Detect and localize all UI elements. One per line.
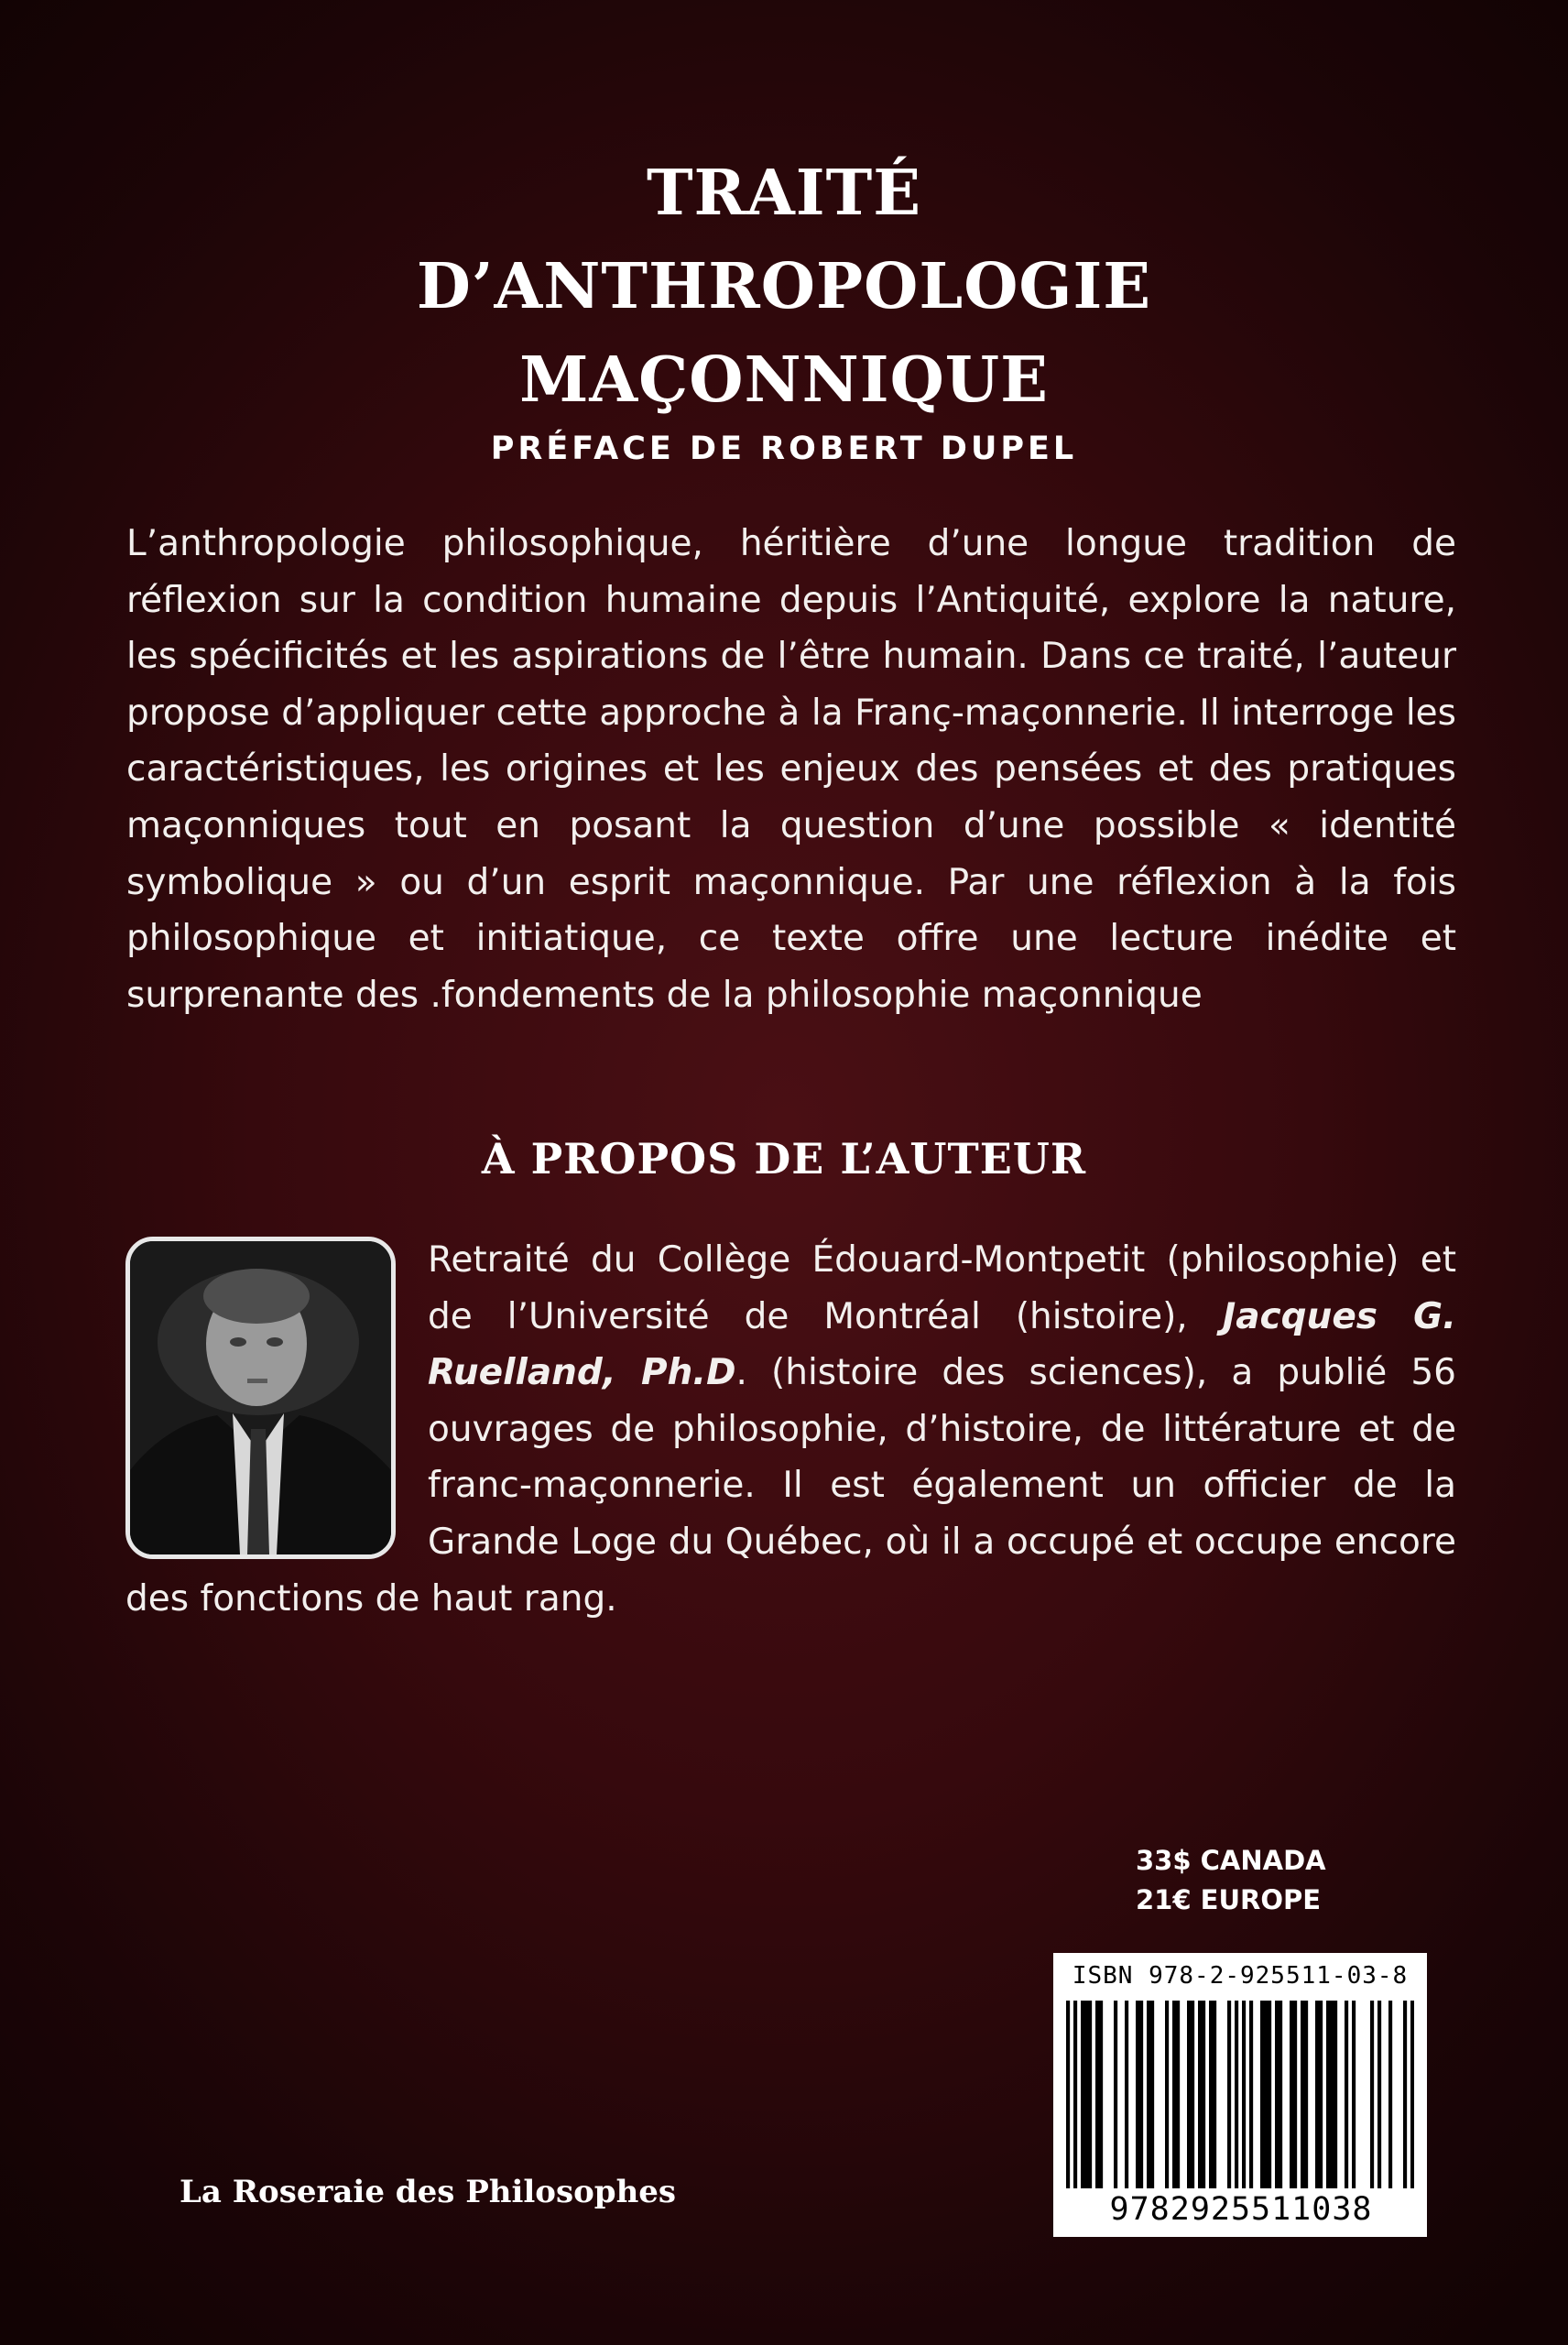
barcode-bars xyxy=(1066,2001,1414,2188)
barcode-bar xyxy=(1081,2001,1084,2188)
barcode-bar xyxy=(1326,2001,1330,2188)
bio-text-before: Retraité du Collège Édouard-Montpetit (philosophie) et de l’Université de Montréal (histoire), xyxy=(428,1239,1456,1337)
barcode-bar xyxy=(1084,2001,1088,2188)
publisher-name: La Roseraie des Philosophes xyxy=(180,2174,677,2210)
barcode-bar xyxy=(1191,2001,1194,2188)
barcode-bar xyxy=(1213,2001,1216,2188)
barcode-bar xyxy=(1388,2001,1392,2188)
barcode-bar xyxy=(1114,2001,1117,2188)
bio-text-after: . (histoire des sciences), a publié 56 ouvrages de philosophie, d’histoire, de littérature et de franc-maçonnerie. Il est également un officier de la Grande Loge du Québec, où il a occupé et occupe encore des fonctions de haut rang. xyxy=(125,1352,1456,1620)
barcode-bar xyxy=(1165,2001,1169,2188)
barcode-bar xyxy=(1242,2001,1246,2188)
about-author-heading: À PROPOS DE L’AUTEUR xyxy=(481,1134,1087,1183)
barcode-bar xyxy=(1275,2001,1279,2188)
barcode-bar xyxy=(1249,2001,1253,2188)
barcode-bar xyxy=(1260,2001,1264,2188)
barcode-bar xyxy=(1073,2001,1077,2188)
barcode-bar xyxy=(1066,2001,1070,2188)
barcode-bar xyxy=(1125,2001,1128,2188)
barcode-bar xyxy=(1209,2001,1213,2188)
book-title xyxy=(0,147,1568,427)
barcode-bar xyxy=(1279,2001,1282,2188)
price-europe: 21€ EUROPE xyxy=(1136,1884,1322,1915)
barcode-bar xyxy=(1330,2001,1334,2188)
barcode-bar xyxy=(1264,2001,1268,2188)
barcode-bar xyxy=(1290,2001,1293,2188)
barcode-bar xyxy=(1301,2001,1304,2188)
barcode-bar xyxy=(1172,2001,1176,2188)
barcode-bar xyxy=(1099,2001,1103,2188)
barcode-label xyxy=(1053,1953,1427,2237)
price-list xyxy=(1136,1841,1326,1920)
barcode-bar xyxy=(1352,2001,1356,2188)
barcode-bar xyxy=(1136,2001,1139,2188)
author-name: Jacques G. Ruelland, Ph.D xyxy=(428,1295,1456,1394)
barcode-bar xyxy=(1370,2001,1374,2188)
title-line-2: D’ANTHROPOLOGIE xyxy=(416,250,1152,323)
barcode-bar xyxy=(1293,2001,1297,2188)
title-line-1: TRAITÉ xyxy=(646,157,922,230)
barcode-bar xyxy=(1176,2001,1180,2188)
barcode-bar xyxy=(1198,2001,1202,2188)
isbn-number: ISBN 978-2-925511-03-8 xyxy=(1072,1962,1409,1990)
barcode-bar xyxy=(1345,2001,1348,2188)
barcode-bar xyxy=(1268,2001,1271,2188)
barcode-bar xyxy=(1334,2001,1337,2188)
synopsis-paragraph: L’anthropologie philosophique, héritière d’une longue tradition de réflexion sur la condition humaine depuis l’Antiquité, explore la nature, les spécificités et les aspirations de l’être humain. Dans ce traité, l’auteur propose d’appliquer cette approche à la Franç-maçonnerie. Il interroge les caractéristiques, les origines et les enjeux des pensées et des pratiques maçonniques tout en posant la question d’une possible « identité symbolique » ou d’un esprit maçonnique. Par une réflexion à la fois philosophique et initiatique, ce texte offre une lecture inédite et surprenante des .fondements de la philosophie maçonnique xyxy=(126,523,1456,1016)
barcode-bar xyxy=(1187,2001,1191,2188)
price-canada: 33$ CANADA xyxy=(1136,1845,1326,1876)
barcode-bar xyxy=(1139,2001,1143,2188)
barcode-bar xyxy=(1088,2001,1092,2188)
barcode-bar xyxy=(1150,2001,1154,2188)
barcode-bar xyxy=(1377,2001,1381,2188)
barcode-bar xyxy=(1235,2001,1238,2188)
barcode-bar xyxy=(1319,2001,1323,2188)
barcode-bar xyxy=(1227,2001,1231,2188)
barcode-bar xyxy=(1410,2001,1414,2188)
barcode-bar xyxy=(1315,2001,1319,2188)
barcode-bar xyxy=(1147,2001,1150,2188)
barcode-bar xyxy=(1202,2001,1205,2188)
barcode-bar xyxy=(1095,2001,1099,2188)
barcode-bar xyxy=(1403,2001,1407,2188)
title-line-3: MAÇONNIQUE xyxy=(519,344,1049,417)
ean-digits: 9782925511038 xyxy=(1109,2191,1373,2228)
barcode-bar xyxy=(1304,2001,1308,2188)
preface-credit: PRÉFACE DE ROBERT DUPEL xyxy=(490,431,1078,467)
author-photo xyxy=(125,1237,396,1559)
